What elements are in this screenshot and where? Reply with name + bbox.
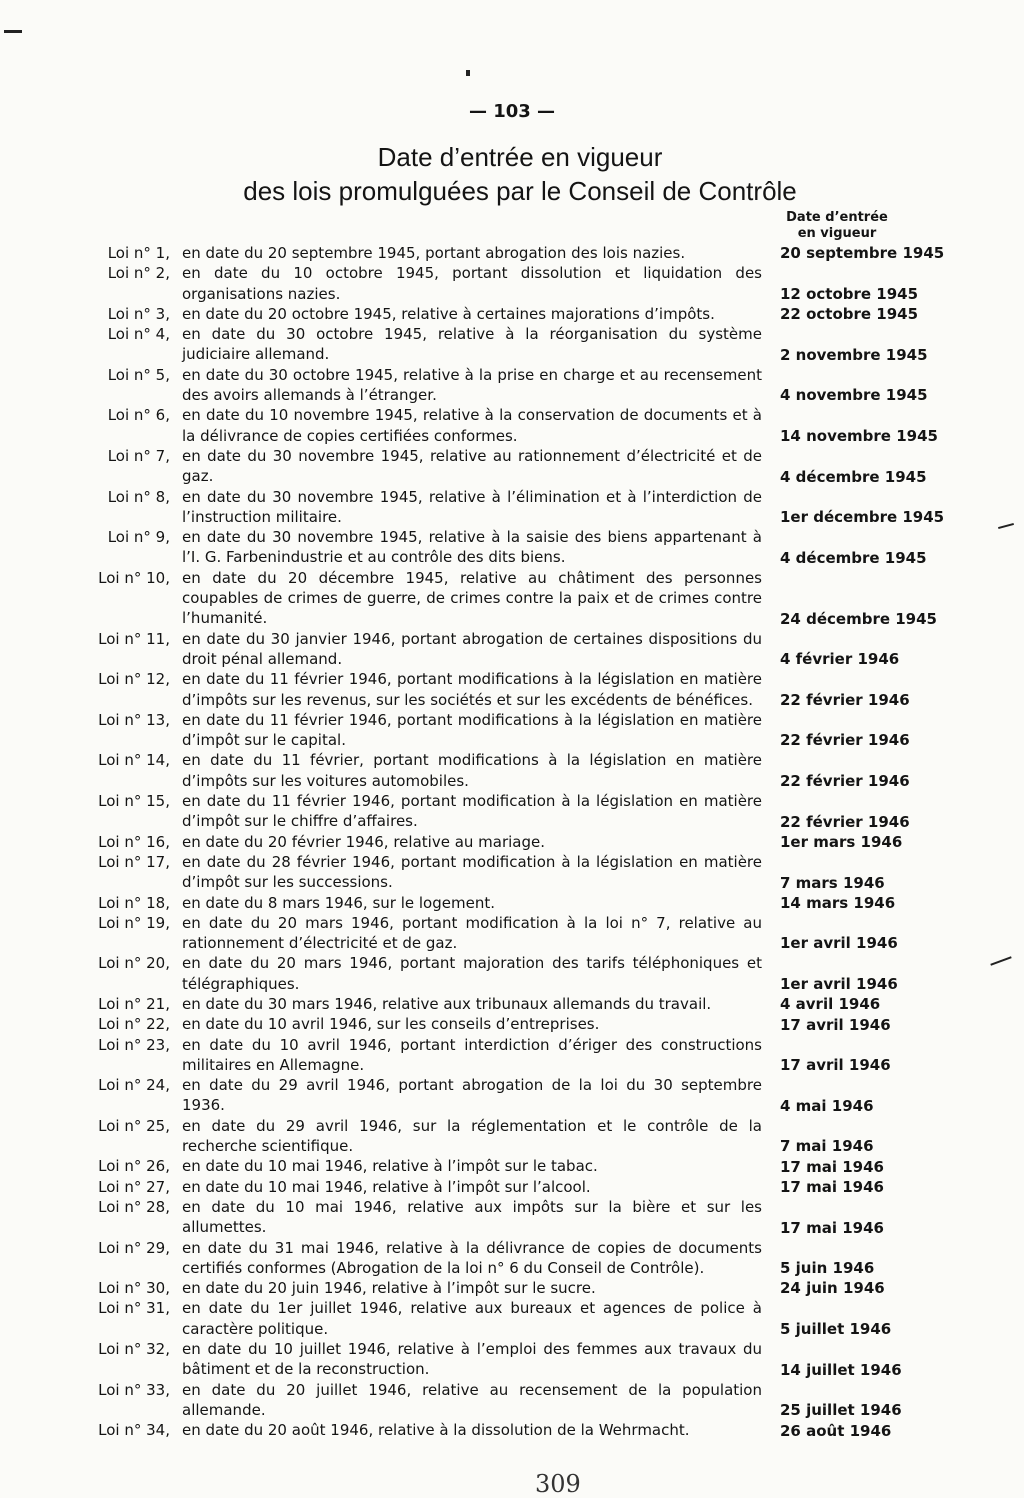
page-title-line-1: Date d’entrée en vigueur xyxy=(377,142,663,172)
law-description: en date du 20 septembre 1945, portant abrogation des lois nazies. xyxy=(182,244,686,262)
entry-into-force-date: 20 septembre 1945 xyxy=(780,244,945,263)
law-description: en date du 30 novembre 1945, relative au rationnement d’électricité et de gaz. xyxy=(182,446,762,486)
law-entry xyxy=(70,1197,950,1238)
law-number: Loi n° 10, xyxy=(98,568,170,587)
date-column-header xyxy=(772,210,902,242)
law-description: en date du 8 mars 1946, sur le logement. xyxy=(182,893,495,912)
law-number: Loi n° 18, xyxy=(98,893,170,912)
law-number: Loi n° 21, xyxy=(98,994,170,1013)
law-entry xyxy=(70,1339,950,1380)
law-description: en date du 11 février 1946, portant modification à la législation en matière d’impôt sur le chiffre d’affaires. xyxy=(182,792,762,831)
law-number: Loi n° 3, xyxy=(107,304,170,323)
entry-into-force-date: 12 octobre 1945 xyxy=(780,284,919,303)
entry-into-force-date: 5 juin 1946 xyxy=(780,1259,875,1278)
law-number: Loi n° 16, xyxy=(98,832,170,851)
law-number: Loi n° 26, xyxy=(98,1157,170,1176)
date-column-header-line-2: en vigueur xyxy=(797,226,877,241)
entry-into-force-date: 7 mars 1946 xyxy=(780,873,885,892)
law-number: Loi n° 4, xyxy=(107,325,170,344)
law-number: Loi n° 12, xyxy=(98,670,170,689)
law-description: en date du 10 octobre 1945, portant dissolution et liquidation des organisations nazies. xyxy=(182,264,762,303)
entry-into-force-date: 4 mai 1946 xyxy=(780,1096,874,1115)
law-number: Loi n° 29, xyxy=(98,1238,170,1257)
entry-into-force-date: 22 février 1946 xyxy=(780,772,910,791)
law-description: en date du 31 mai 1946, relative à la délivrance de copies de documents certifiés conformes (Abrogation de la loi n° 6 du Conseil de Contrôle). xyxy=(182,1238,762,1277)
law-entry xyxy=(70,669,950,710)
law-number: Loi n° 7, xyxy=(107,446,170,465)
law-description: en date du 29 avril 1946, sur la réglementation et le contrôle de la recherche scientifique. xyxy=(182,1116,762,1156)
law-entry xyxy=(70,324,950,365)
entry-into-force-date: 4 février 1946 xyxy=(780,650,900,669)
law-entry xyxy=(70,304,950,324)
entry-into-force-date: 5 juillet 1946 xyxy=(780,1320,892,1339)
entry-into-force-date: 4 novembre 1945 xyxy=(780,386,928,405)
handwritten-note: 309 xyxy=(535,1470,581,1498)
law-description: en date du 20 juillet 1946, relative au recensement de la population allemande. xyxy=(182,1380,762,1419)
law-list xyxy=(70,243,950,1441)
law-description: en date du 10 novembre 1945, relative à la conservation de documents et à la délivrance de copies certifiées conformes. xyxy=(182,406,762,445)
law-entry xyxy=(70,1420,950,1440)
law-description: en date du 20 juin 1946, relative à l’impôt sur le sucre. xyxy=(182,1279,596,1298)
law-entry xyxy=(70,629,950,670)
entry-into-force-date: 26 août 1946 xyxy=(780,1421,892,1440)
law-description: en date du 20 février 1946, relative au mariage. xyxy=(182,832,546,851)
entry-into-force-date: 1er mars 1946 xyxy=(780,832,903,851)
law-number: Loi n° 8, xyxy=(107,487,170,506)
law-entry xyxy=(70,1035,950,1076)
law-entry xyxy=(70,1278,950,1298)
law-description: en date du 1er juillet 1946, relative aux bureaux et agences de police à caractère politique. xyxy=(182,1299,762,1338)
entry-into-force-date: 22 février 1946 xyxy=(780,812,910,831)
law-number: Loi n° 27, xyxy=(98,1177,170,1196)
entry-into-force-date: 17 mai 1946 xyxy=(780,1218,884,1237)
scan-mark xyxy=(466,70,470,76)
law-number: Loi n° 11, xyxy=(98,629,170,648)
law-entry xyxy=(70,852,950,893)
law-entry xyxy=(70,1298,950,1339)
law-number: Loi n° 22, xyxy=(98,1015,170,1034)
law-entry xyxy=(70,1116,950,1157)
law-number: Loi n° 25, xyxy=(98,1116,170,1135)
page-number: — 103 — xyxy=(468,101,556,122)
law-number: Loi n° 34, xyxy=(98,1421,170,1440)
law-description: en date du 10 mai 1946, relative à l’impôt sur l’alcool. xyxy=(182,1177,591,1196)
law-entry xyxy=(70,1014,950,1034)
law-description: en date du 30 novembre 1945, relative à l’élimination et à l’interdiction de l’instruction militaire. xyxy=(182,487,762,526)
law-number: Loi n° 14, xyxy=(98,751,170,770)
law-description: en date du 11 février 1946, portant modifications à la législation en matière d’impôt sur le capital. xyxy=(182,710,762,750)
law-description: en date du 10 avril 1946, portant interdiction d’ériger des constructions militaires en Allemagne. xyxy=(182,1035,762,1074)
law-number: Loi n° 1, xyxy=(107,244,170,262)
law-entry xyxy=(70,893,950,913)
law-entry xyxy=(70,446,950,487)
scan-mark xyxy=(990,956,1011,965)
entry-into-force-date: 4 décembre 1945 xyxy=(780,467,927,486)
law-number: Loi n° 33, xyxy=(98,1380,170,1399)
law-entry xyxy=(70,263,950,304)
law-description: en date du 11 février 1946, portant modifications à la législation en matière d’impôts sur les revenus, sur les sociétés et sur les excédents de bénéfices. xyxy=(182,670,762,709)
law-entry xyxy=(70,750,950,791)
scan-mark xyxy=(4,30,22,33)
law-description: en date du 10 mai 1946, relative à l’impôt sur le tabac. xyxy=(182,1157,598,1176)
entry-into-force-date: 14 juillet 1946 xyxy=(780,1360,902,1379)
law-description: en date du 20 août 1946, relative à la dissolution de la Wehrmacht. xyxy=(182,1421,690,1440)
law-number: Loi n° 9, xyxy=(107,528,170,547)
entry-into-force-date: 17 mai 1946 xyxy=(780,1157,884,1176)
law-entry xyxy=(70,568,950,629)
law-description: en date du 30 novembre 1945, relative à la saisie des biens appartenant à l’I. G. Farbenindustrie et au contrôle des dits biens. xyxy=(182,528,762,567)
entry-into-force-date: 14 novembre 1945 xyxy=(780,426,938,445)
entry-into-force-date: 17 avril 1946 xyxy=(780,1056,891,1075)
law-number: Loi n° 6, xyxy=(107,406,170,425)
entry-into-force-date: 1er avril 1946 xyxy=(780,934,898,953)
entry-into-force-date: 2 novembre 1945 xyxy=(780,345,928,364)
law-entry xyxy=(70,1177,950,1197)
law-description: en date du 29 avril 1946, portant abrogation de la loi du 30 septembre 1936. xyxy=(182,1076,762,1115)
entry-into-force-date: 17 avril 1946 xyxy=(780,1015,891,1034)
law-entry xyxy=(70,405,950,446)
law-number: Loi n° 23, xyxy=(98,1035,170,1054)
law-number: Loi n° 30, xyxy=(98,1279,170,1298)
law-entry xyxy=(70,913,950,954)
page-title-line-2: des lois promulguées par le Conseil de Contrôle xyxy=(243,176,797,206)
law-number: Loi n° 24, xyxy=(98,1076,170,1095)
entry-into-force-date: 24 juin 1946 xyxy=(780,1279,885,1298)
law-description: en date du 28 février 1946, portant modification à la législation en matière d’impôt sur les successions. xyxy=(182,852,762,892)
entry-into-force-date: 24 décembre 1945 xyxy=(780,609,937,628)
scan-mark xyxy=(998,523,1014,529)
law-number: Loi n° 20, xyxy=(98,954,170,973)
law-number: Loi n° 13, xyxy=(98,710,170,729)
law-description: en date du 20 octobre 1945, relative à certaines majorations d’impôts. xyxy=(182,304,715,323)
law-description: en date du 20 mars 1946, portant modification à la loi n° 7, relative au rationnement d’électricité et de gaz. xyxy=(182,913,762,953)
law-entry xyxy=(70,487,950,528)
law-description: en date du 11 février, portant modifications à la législation en matière d’impôts sur les voitures automobiles. xyxy=(182,751,762,790)
date-column-header-line-1: Date d’entrée xyxy=(786,210,888,225)
law-entry xyxy=(70,1075,950,1116)
law-description: en date du 10 avril 1946, sur les conseils d’entreprises. xyxy=(182,1015,600,1034)
law-number: Loi n° 2, xyxy=(107,264,170,283)
law-entry xyxy=(70,832,950,852)
law-entry xyxy=(70,1156,950,1176)
law-entry xyxy=(70,791,950,832)
entry-into-force-date: 1er décembre 1945 xyxy=(780,508,945,527)
entry-into-force-date: 17 mai 1946 xyxy=(780,1177,884,1196)
entry-into-force-date: 14 mars 1946 xyxy=(780,893,896,912)
law-entry xyxy=(70,1380,950,1421)
law-entry xyxy=(70,365,950,406)
law-entry xyxy=(70,994,950,1014)
law-number: Loi n° 15, xyxy=(98,792,170,811)
law-entry xyxy=(70,710,950,751)
entry-into-force-date: 22 octobre 1945 xyxy=(780,305,919,324)
law-description: en date du 20 décembre 1945, relative au châtiment des personnes coupables de crimes de guerre, de crimes contre la paix et de crimes contre l’humanité. xyxy=(182,568,762,628)
law-entry xyxy=(70,1238,950,1279)
entry-into-force-date: 22 février 1946 xyxy=(780,690,910,709)
law-description: en date du 10 mai 1946, relative aux impôts sur la bière et sur les allumettes. xyxy=(182,1197,762,1237)
law-number: Loi n° 5, xyxy=(107,365,170,384)
law-number: Loi n° 19, xyxy=(98,913,170,932)
law-number: Loi n° 17, xyxy=(98,852,170,871)
entry-into-force-date: 4 avril 1946 xyxy=(780,995,881,1014)
law-number: Loi n° 28, xyxy=(98,1197,170,1216)
law-description: en date du 30 janvier 1946, portant abrogation de certaines dispositions du droit pénal allemand. xyxy=(182,629,762,668)
law-entry xyxy=(70,527,950,568)
law-number: Loi n° 31, xyxy=(98,1299,170,1318)
entry-into-force-date: 4 décembre 1945 xyxy=(780,548,927,567)
entry-into-force-date: 1er avril 1946 xyxy=(780,974,898,993)
law-description: en date du 30 octobre 1945, relative à la réorganisation du système judiciaire allemand. xyxy=(182,325,762,364)
entry-into-force-date: 25 juillet 1946 xyxy=(780,1401,902,1420)
entry-into-force-date: 22 février 1946 xyxy=(780,731,910,750)
law-description: en date du 10 juillet 1946, relative à l’emploi des femmes aux travaux du bâtiment et de la reconstruction. xyxy=(182,1340,762,1379)
entry-into-force-date: 7 mai 1946 xyxy=(780,1137,874,1156)
law-entry xyxy=(70,953,950,994)
law-number: Loi n° 32, xyxy=(98,1340,170,1359)
law-description: en date du 30 octobre 1945, relative à la prise en charge et au recensement des avoirs allemands à l’étranger. xyxy=(182,365,762,405)
law-entry xyxy=(70,243,950,263)
law-description: en date du 30 mars 1946, relative aux tribunaux allemands du travail. xyxy=(182,994,712,1013)
law-description: en date du 20 mars 1946, portant majoration des tarifs téléphoniques et télégraphiques. xyxy=(182,954,762,993)
